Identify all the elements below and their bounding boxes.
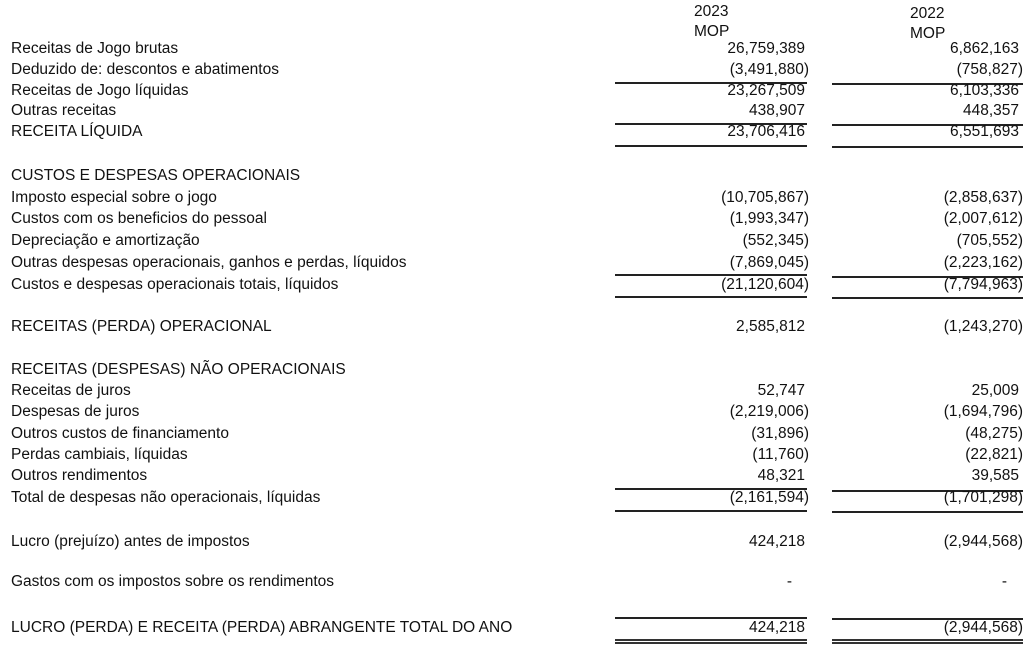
value-2022: (758,827) xyxy=(956,61,1023,78)
value-2022: (48,275) xyxy=(965,425,1023,442)
header-year-2023: 2023 xyxy=(694,3,729,20)
table-row xyxy=(0,100,1030,121)
value-2023: (2,161,594) xyxy=(729,489,809,506)
value-2022: 25,009 xyxy=(971,382,1019,399)
value-2022: (1,243,270) xyxy=(943,318,1023,335)
value-2023: (11,760) xyxy=(752,446,809,463)
table-row xyxy=(0,187,1030,208)
total-rule xyxy=(615,145,807,147)
value-2023: (1,993,347) xyxy=(729,210,809,227)
value-2023: (31,896) xyxy=(751,425,809,442)
value-2023: 2,585,812 xyxy=(736,318,805,335)
value-2023: - xyxy=(786,573,792,590)
total-rule xyxy=(832,511,1023,513)
row-label: Receitas de Jogo líquidas xyxy=(11,82,189,99)
value-2023: 23,706,416 xyxy=(727,123,805,140)
total-rule xyxy=(832,297,1023,299)
row-label: Receitas de juros xyxy=(11,382,131,399)
row-label: Despesas de juros xyxy=(11,403,140,420)
double-underline xyxy=(615,639,807,644)
value-2023: (2,219,006) xyxy=(729,403,809,420)
value-2022: (2,223,162) xyxy=(943,254,1023,271)
table-row xyxy=(0,316,1030,337)
value-2022: 39,585 xyxy=(971,467,1019,484)
value-2022: (1,701,298) xyxy=(943,489,1023,506)
value-2023: (21,120,604) xyxy=(721,276,809,293)
double-underline xyxy=(832,639,1023,644)
value-2022: (7,794,963) xyxy=(943,276,1023,293)
header-currency-2022: MOP xyxy=(910,25,946,42)
value-2022: 6,862,163 xyxy=(950,40,1019,57)
value-2023: 26,759,389 xyxy=(727,40,805,57)
value-2023: 424,218 xyxy=(748,533,805,550)
table-row xyxy=(0,531,1030,552)
table-row xyxy=(0,401,1030,422)
value-2023: (552,345) xyxy=(742,232,809,249)
total-rule xyxy=(615,296,807,298)
table-row xyxy=(0,252,1030,273)
row-label: Total de despesas não operacionais, líquidas xyxy=(11,489,321,506)
row-label: RECEITA LÍQUIDA xyxy=(11,123,143,140)
value-2022: (1,694,796) xyxy=(943,403,1023,420)
row-label: Outros rendimentos xyxy=(11,467,148,484)
row-label: Custos e despesas operacionais totais, líquidos xyxy=(11,276,339,293)
value-2023: 23,267,509 xyxy=(727,82,805,99)
header-currency-2023: MOP xyxy=(694,23,730,40)
value-2023: 438,907 xyxy=(748,102,805,119)
row-label: RECEITAS (PERDA) OPERACIONAL xyxy=(11,318,272,335)
value-2023: 48,321 xyxy=(757,467,805,484)
value-2023: 52,747 xyxy=(757,382,805,399)
value-2022: 6,551,693 xyxy=(950,123,1019,140)
value-2023: (3,491,880) xyxy=(729,61,809,78)
row-label: Outras despesas operacionais, ganhos e perdas, líquidos xyxy=(11,254,407,271)
value-2022: (22,821) xyxy=(965,446,1023,463)
table-row xyxy=(0,38,1030,59)
value-2022: (2,944,568) xyxy=(943,619,1023,636)
table-row xyxy=(0,380,1030,401)
row-label: Gastos com os impostos sobre os rendimentos xyxy=(11,573,335,590)
value-2022: (2,007,612) xyxy=(943,210,1023,227)
value-2023: (7,869,045) xyxy=(729,254,809,271)
table-row xyxy=(0,571,1030,592)
row-label: RECEITAS (DESPESAS) NÃO OPERACIONAIS xyxy=(11,361,346,378)
section-heading xyxy=(0,165,1030,186)
section-heading xyxy=(0,359,1030,380)
table-row xyxy=(0,423,1030,444)
row-label: CUSTOS E DESPESAS OPERACIONAIS xyxy=(11,167,301,184)
table-row xyxy=(0,59,1030,80)
grand-total-row xyxy=(0,617,1030,638)
table-row xyxy=(0,121,1030,142)
table-row xyxy=(0,80,1030,101)
table-row xyxy=(0,465,1030,486)
row-label: Outros custos de financiamento xyxy=(11,425,229,442)
total-rule xyxy=(615,510,807,512)
value-2022: 6,103,336 xyxy=(950,82,1019,99)
value-2023: (10,705,867) xyxy=(721,189,809,206)
row-label: Depreciação e amortização xyxy=(11,232,200,249)
value-2022: (2,858,637) xyxy=(943,189,1023,206)
table-row xyxy=(0,274,1030,295)
table-row xyxy=(0,230,1030,251)
row-label: Outras receitas xyxy=(11,102,117,119)
row-label: Deduzido de: descontos e abatimentos xyxy=(11,61,279,78)
value-2023: 424,218 xyxy=(748,619,805,636)
table-row xyxy=(0,444,1030,465)
value-2022: (705,552) xyxy=(956,232,1023,249)
value-2022: (2,944,568) xyxy=(943,533,1023,550)
row-label: Lucro (prejuízo) antes de impostos xyxy=(11,533,250,550)
row-label: LUCRO (PERDA) E RECEITA (PERDA) ABRANGENTE TOTAL DO ANO xyxy=(11,619,513,636)
row-label: Custos com os beneficios do pessoal xyxy=(11,210,267,227)
total-rule xyxy=(832,146,1023,148)
row-label: Receitas de Jogo brutas xyxy=(11,40,179,57)
row-label: Perdas cambiais, líquidas xyxy=(11,446,188,463)
header-year-2022: 2022 xyxy=(910,5,945,22)
table-row xyxy=(0,487,1030,508)
row-label: Imposto especial sobre o jogo xyxy=(11,189,217,206)
value-2022: - xyxy=(1001,573,1007,590)
value-2022: 448,357 xyxy=(962,102,1019,119)
table-row xyxy=(0,208,1030,229)
